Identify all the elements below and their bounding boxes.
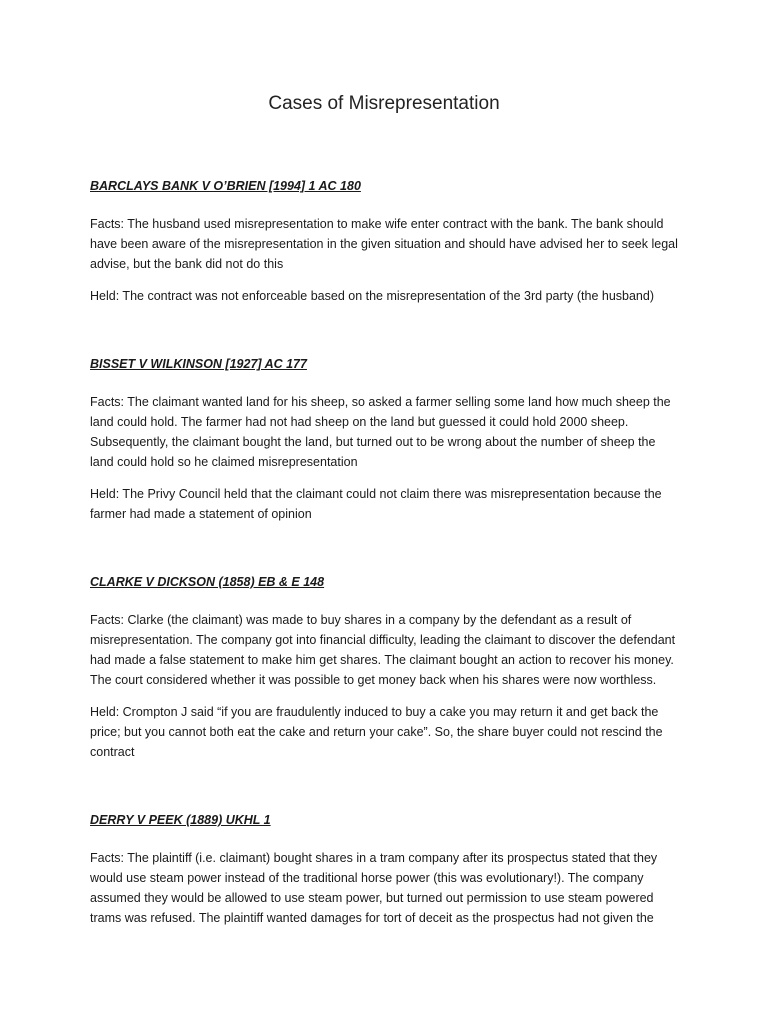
case-list (90, 178, 680, 978)
case-bisset (90, 356, 680, 524)
case-clarke (90, 574, 680, 762)
case-held: Held: The Privy Council held that the claimant could not claim there was misrepresentation because the farmer had made a statement of opinion (90, 487, 662, 521)
case-heading: BISSET V WILKINSON [1927] AC 177 (90, 357, 307, 371)
case-heading: BARCLAYS BANK V O’BRIEN [1994] 1 AC 180 (90, 179, 361, 193)
case-held: Held: The contract was not enforceable based on the misrepresentation of the 3rd party (the husband) (90, 289, 654, 303)
case-barclays (90, 178, 680, 306)
case-heading: CLARKE V DICKSON (1858) EB & E 148 (90, 575, 325, 589)
case-derry (90, 812, 680, 928)
case-facts: Facts: The claimant wanted land for his sheep, so asked a farmer selling some land how much sheep the land could hold. The farmer had not had sheep on the land but guessed it could hold 2000 sheep. Subsequently, the claimant bought the land, but turned out to be wrong about the number of sheep the land could hold so he claimed misrepresentation (90, 395, 671, 469)
case-facts: Facts: The husband used misrepresentation to make wife enter contract with the bank. The bank should have been aware of the misrepresentation in the given situation and should have advised her to seek legal advise, but the bank did not do this (90, 217, 678, 271)
case-held: Held: Crompton J said “if you are fraudulently induced to buy a cake you may return it and get back the price; but you cannot both eat the cake and return your cake”. So, the share buyer could not rescind the contract (90, 705, 663, 759)
page-title: Cases of Misrepresentation (268, 93, 500, 114)
case-facts: Facts: The plaintiff (i.e. claimant) bought shares in a tram company after its prospectus stated that they would use steam power instead of the traditional horse power (this was evolutionary!). The company assumed they would be allowed to use steam power, but turned out permission to use steam powered trams was refused. The plaintiff wanted damages for tort of deceit as the prospectus had not given the (90, 851, 658, 925)
case-heading: DERRY V PEEK (1889) UKHL 1 (90, 813, 271, 827)
case-facts: Facts: Clarke (the claimant) was made to buy shares in a company by the defendant as a result of misrepresentation. The company got into financial difficulty, leading the claimant to discover the defendant had made a false statement to make him get shares. The claimant bought an action to recover his money. The court considered whether it was possible to get money back when his shares were now worthless. (90, 613, 676, 687)
